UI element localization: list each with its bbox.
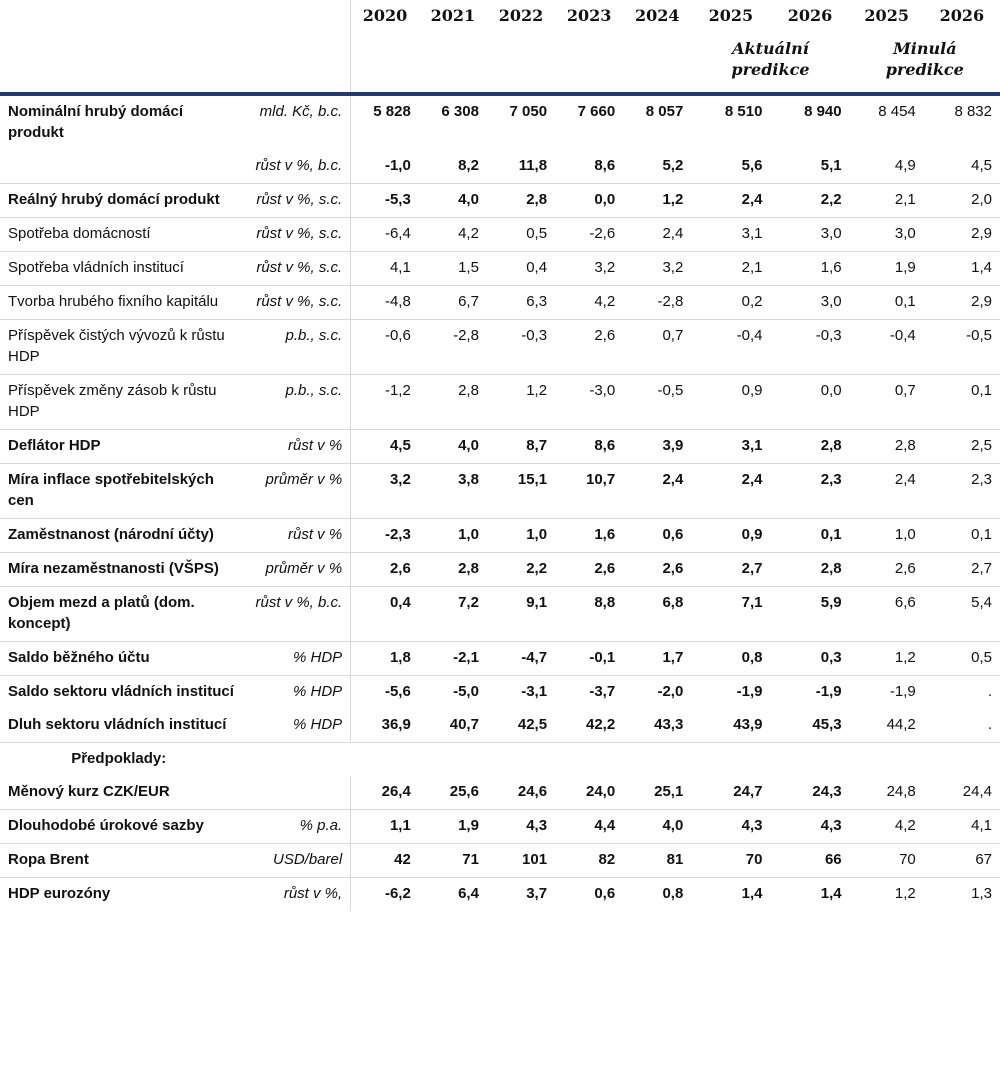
value-cell: 81 bbox=[623, 844, 691, 878]
value-cell: 43,3 bbox=[654, 716, 684, 733]
value-cell: 2,9 bbox=[924, 286, 1000, 320]
row-label: Nominální hrubý domácí produkt bbox=[8, 103, 184, 141]
value-cell: 0,1 bbox=[770, 519, 849, 553]
value-cell: 8,2 bbox=[458, 157, 479, 174]
value-cell: . bbox=[924, 676, 1000, 710]
row-label: Dluh sektoru vládních institucí bbox=[8, 716, 227, 733]
value-cell: -2,8 bbox=[623, 286, 691, 320]
row-unit: růst v %, s.c. bbox=[245, 286, 350, 320]
value-cell: -1,9 bbox=[850, 676, 924, 710]
value-cell: 1,9 bbox=[850, 252, 924, 286]
row-label: Zaměstnanost (národní účty) bbox=[0, 519, 245, 553]
value-cell: 67 bbox=[924, 844, 1000, 878]
value-cell: 4,1 bbox=[924, 810, 1000, 844]
row-unit: % HDP bbox=[245, 642, 350, 676]
value-cell: 15,1 bbox=[487, 464, 555, 519]
value-cell: 1,8 bbox=[351, 642, 419, 676]
value-cell: 0,6 bbox=[555, 878, 623, 912]
value-cell: 42,5 bbox=[517, 716, 548, 733]
value-cell: 7 660 bbox=[577, 103, 616, 120]
table-row bbox=[0, 810, 1000, 844]
value-cell: 0,1 bbox=[850, 286, 924, 320]
value-cell: 0,5 bbox=[924, 642, 1000, 676]
value-cell: 5 828 bbox=[351, 94, 419, 150]
value-cell: 4,4 bbox=[555, 810, 623, 844]
value-cell: 2,8 bbox=[850, 430, 924, 464]
value-cell: 24,3 bbox=[812, 783, 842, 800]
value-cell: 0,5 bbox=[487, 218, 555, 252]
value-cell: 1,4 bbox=[770, 878, 849, 912]
value-cell: 101 bbox=[487, 844, 555, 878]
section-label: Předpoklady: bbox=[0, 743, 245, 777]
previous-prediction-label: Minulá predikce bbox=[885, 39, 964, 79]
value-cell: 4,1 bbox=[351, 252, 419, 286]
value-cell: 0,8 bbox=[691, 642, 770, 676]
value-cell: 3,2 bbox=[351, 464, 419, 519]
value-cell: -0,3 bbox=[770, 320, 849, 375]
year-header: 2026 bbox=[939, 6, 985, 25]
row-unit: p.b., s.c. bbox=[245, 375, 350, 430]
value-cell: -3,1 bbox=[487, 676, 555, 710]
value-cell: 8,7 bbox=[487, 430, 555, 464]
row-label: Deflátor HDP bbox=[0, 430, 245, 464]
value-cell: 0,2 bbox=[691, 286, 770, 320]
value-cell: 2,6 bbox=[351, 553, 419, 587]
value-cell: 2,6 bbox=[623, 553, 691, 587]
value-cell: -0,4 bbox=[691, 320, 770, 375]
value-cell: 1,6 bbox=[770, 252, 849, 286]
value-cell: -5,6 bbox=[351, 676, 419, 710]
row-label: Míra inflace spotřebitelských cen bbox=[0, 464, 245, 519]
value-cell: -6,4 bbox=[351, 218, 419, 252]
value-cell: 3,7 bbox=[487, 878, 555, 912]
value-cell: -2,1 bbox=[419, 642, 487, 676]
value-cell: 7,2 bbox=[419, 587, 487, 642]
value-cell: 3,8 bbox=[419, 464, 487, 519]
value-cell: 8,6 bbox=[555, 430, 623, 464]
value-cell: 0,7 bbox=[850, 375, 924, 430]
value-cell: 4,5 bbox=[351, 430, 419, 464]
value-cell: 3,1 bbox=[691, 218, 770, 252]
value-cell: 0,8 bbox=[623, 878, 691, 912]
value-cell: 1,2 bbox=[623, 184, 691, 218]
value-cell: 24,8 bbox=[886, 783, 916, 800]
value-cell: 2,8 bbox=[770, 553, 849, 587]
value-cell: 0,6 bbox=[623, 519, 691, 553]
value-cell: 4,2 bbox=[419, 218, 487, 252]
row-label: Tvorba hrubého fixního kapitálu bbox=[0, 286, 245, 320]
value-cell: 40,7 bbox=[449, 716, 479, 733]
value-cell: 0,9 bbox=[691, 375, 770, 430]
value-cell: -0,1 bbox=[555, 642, 623, 676]
current-prediction-label: Aktuální predikce bbox=[731, 39, 810, 79]
table-header bbox=[0, 0, 1000, 94]
row-unit: mld. Kč, b.c. bbox=[259, 103, 343, 120]
value-cell: 8,6 bbox=[594, 157, 616, 174]
value-cell: -0,5 bbox=[623, 375, 691, 430]
row-label: Příspěvek změny zásob k růstu HDP bbox=[0, 375, 245, 430]
value-cell: 42 bbox=[351, 844, 419, 878]
value-cell: 1,2 bbox=[850, 642, 924, 676]
value-cell: 25,6 bbox=[449, 783, 479, 800]
value-cell: 0,3 bbox=[770, 642, 849, 676]
year-header: 2025 bbox=[864, 6, 909, 25]
value-cell: 1,3 bbox=[924, 878, 1000, 912]
value-cell: 8 510 bbox=[724, 103, 763, 120]
value-cell: 3,0 bbox=[770, 286, 849, 320]
value-cell: -0,6 bbox=[351, 320, 419, 375]
value-cell: 3,1 bbox=[691, 430, 770, 464]
value-cell: 9,1 bbox=[487, 587, 555, 642]
value-cell: -1,2 bbox=[351, 375, 419, 430]
value-cell: 2,6 bbox=[555, 320, 623, 375]
row-unit: růst v %, b.c. bbox=[245, 587, 350, 642]
value-cell: . bbox=[987, 716, 992, 733]
value-cell: -4,8 bbox=[351, 286, 419, 320]
value-cell: 2,3 bbox=[924, 464, 1000, 519]
value-cell: 4,2 bbox=[850, 810, 924, 844]
table-row bbox=[0, 642, 1000, 676]
value-cell: 2,6 bbox=[555, 553, 623, 587]
value-cell: -5,0 bbox=[419, 676, 487, 710]
value-cell: -0,3 bbox=[487, 320, 555, 375]
value-cell: 7 050 bbox=[509, 103, 548, 120]
value-cell: 1,0 bbox=[419, 519, 487, 553]
table-row bbox=[0, 676, 1000, 710]
table-row bbox=[0, 375, 1000, 430]
table-row bbox=[0, 320, 1000, 375]
value-cell: 26,4 bbox=[351, 776, 419, 810]
value-cell: 3,9 bbox=[623, 430, 691, 464]
value-cell: -0,4 bbox=[850, 320, 924, 375]
value-cell: 1,4 bbox=[924, 252, 1000, 286]
value-cell: 8,8 bbox=[555, 587, 623, 642]
value-cell: 1,9 bbox=[419, 810, 487, 844]
table-row bbox=[0, 150, 1000, 184]
row-unit: růst v %, b.c. bbox=[255, 157, 343, 174]
row-unit: růst v %, s.c. bbox=[245, 252, 350, 286]
value-cell: 1,0 bbox=[850, 519, 924, 553]
row-unit: USD/barel bbox=[245, 844, 350, 878]
value-cell: 6,4 bbox=[419, 878, 487, 912]
value-cell: -1,9 bbox=[770, 676, 849, 710]
value-cell: 8 057 bbox=[645, 103, 684, 120]
value-cell: 4,3 bbox=[770, 810, 849, 844]
row-label: Dlouhodobé úrokové sazby bbox=[0, 810, 245, 844]
row-label: Reálný hrubý domácí produkt bbox=[0, 184, 245, 218]
table-row bbox=[0, 743, 1000, 777]
value-cell: 4,0 bbox=[419, 430, 487, 464]
row-label: Spotřeba vládních institucí bbox=[0, 252, 245, 286]
value-cell: -6,2 bbox=[351, 878, 419, 912]
value-cell: 0,9 bbox=[691, 519, 770, 553]
table-row bbox=[0, 587, 1000, 642]
table-body bbox=[0, 94, 1000, 911]
value-cell: 45,3 bbox=[812, 716, 842, 733]
row-label: Saldo sektoru vládních institucí bbox=[0, 676, 245, 710]
year-header: 2021 bbox=[430, 6, 476, 25]
value-cell: 0,4 bbox=[487, 252, 555, 286]
value-cell: 4,0 bbox=[623, 810, 691, 844]
value-cell: 2,8 bbox=[487, 184, 555, 218]
value-cell: 4,0 bbox=[419, 184, 487, 218]
row-label: Ropa Brent bbox=[0, 844, 245, 878]
value-cell: 44,2 bbox=[886, 716, 916, 733]
value-cell: -2,3 bbox=[351, 519, 419, 553]
value-cell: 6,8 bbox=[623, 587, 691, 642]
value-cell: 2,4 bbox=[691, 464, 770, 519]
value-cell: 1,1 bbox=[351, 810, 419, 844]
value-cell: -4,7 bbox=[487, 642, 555, 676]
value-cell: 4,3 bbox=[691, 810, 770, 844]
value-cell: 2,8 bbox=[419, 553, 487, 587]
row-unit: růst v % bbox=[245, 519, 350, 553]
value-cell: -1,0 bbox=[351, 150, 419, 184]
value-cell: 3,2 bbox=[623, 252, 691, 286]
value-cell: 0,1 bbox=[924, 375, 1000, 430]
value-cell: 8 940 bbox=[804, 103, 842, 120]
value-cell: 24,7 bbox=[733, 783, 763, 800]
table-row bbox=[0, 252, 1000, 286]
header-blank-name bbox=[0, 0, 245, 33]
year-header: 2024 bbox=[634, 6, 680, 25]
table-row bbox=[0, 709, 1000, 743]
value-cell: 0,0 bbox=[555, 184, 623, 218]
value-cell: 42,2 bbox=[585, 716, 616, 733]
row-label: Saldo běžného účtu bbox=[0, 642, 245, 676]
row-label bbox=[0, 150, 245, 184]
value-cell: 2,5 bbox=[924, 430, 1000, 464]
value-cell: 2,1 bbox=[691, 252, 770, 286]
value-cell: -2,0 bbox=[623, 676, 691, 710]
table-row bbox=[0, 218, 1000, 252]
table-row bbox=[0, 553, 1000, 587]
prediction-header-row bbox=[0, 33, 1000, 94]
value-cell: -3,7 bbox=[555, 676, 623, 710]
value-cell: -1,9 bbox=[691, 676, 770, 710]
value-cell: 0,0 bbox=[770, 375, 849, 430]
value-cell: 6,3 bbox=[487, 286, 555, 320]
table-row bbox=[0, 184, 1000, 218]
value-cell: 71 bbox=[419, 844, 487, 878]
value-cell: -5,3 bbox=[351, 184, 419, 218]
value-cell: 5,2 bbox=[662, 157, 684, 174]
row-label: HDP eurozóny bbox=[0, 878, 245, 912]
value-cell: 2,7 bbox=[924, 553, 1000, 587]
row-unit: růst v %, s.c. bbox=[245, 218, 350, 252]
value-cell: 36,9 bbox=[351, 709, 419, 743]
value-cell: 4,2 bbox=[555, 286, 623, 320]
value-cell: 10,7 bbox=[555, 464, 623, 519]
value-cell: 25,1 bbox=[654, 783, 684, 800]
value-cell: 5,4 bbox=[924, 587, 1000, 642]
value-cell: 0,7 bbox=[623, 320, 691, 375]
value-cell: 4,5 bbox=[971, 157, 992, 174]
value-cell: 70 bbox=[850, 844, 924, 878]
value-cell: 5,6 bbox=[741, 157, 763, 174]
value-cell: 8 454 bbox=[878, 103, 916, 120]
value-cell: 4,3 bbox=[487, 810, 555, 844]
row-label: Měnový kurz CZK/EUR bbox=[8, 783, 170, 800]
value-cell: 6,6 bbox=[850, 587, 924, 642]
row-unit bbox=[245, 776, 350, 810]
value-cell: 1,4 bbox=[691, 878, 770, 912]
row-unit: průměr v % bbox=[245, 464, 350, 519]
table-row bbox=[0, 878, 1000, 912]
value-cell: 2,3 bbox=[770, 464, 849, 519]
value-cell: 3,2 bbox=[555, 252, 623, 286]
value-cell: 1,0 bbox=[487, 519, 555, 553]
table-row bbox=[0, 430, 1000, 464]
year-header: 2023 bbox=[566, 6, 612, 25]
value-cell: 2,9 bbox=[924, 218, 1000, 252]
value-cell: 0,1 bbox=[924, 519, 1000, 553]
value-cell: 70 bbox=[691, 844, 770, 878]
value-cell: 1,2 bbox=[487, 375, 555, 430]
value-cell: 1,6 bbox=[555, 519, 623, 553]
value-cell: 2,4 bbox=[850, 464, 924, 519]
value-cell: 66 bbox=[770, 844, 849, 878]
value-cell: 2,7 bbox=[691, 553, 770, 587]
value-cell: -2,8 bbox=[419, 320, 487, 375]
table-row bbox=[0, 519, 1000, 553]
table-row bbox=[0, 844, 1000, 878]
value-cell: 7,1 bbox=[691, 587, 770, 642]
value-cell: 24,4 bbox=[962, 783, 992, 800]
value-cell: 2,2 bbox=[770, 184, 849, 218]
value-cell: 2,0 bbox=[924, 184, 1000, 218]
year-header: 2022 bbox=[498, 6, 544, 25]
row-unit: růst v %, s.c. bbox=[245, 184, 350, 218]
value-cell: 2,8 bbox=[770, 430, 849, 464]
value-cell: 2,6 bbox=[850, 553, 924, 587]
value-cell: 2,4 bbox=[623, 218, 691, 252]
year-header: 2026 bbox=[787, 6, 833, 25]
value-cell: 82 bbox=[555, 844, 623, 878]
row-unit: růst v %, bbox=[245, 878, 350, 912]
table-row bbox=[0, 776, 1000, 810]
value-cell: 4,9 bbox=[894, 157, 916, 174]
value-cell: 2,8 bbox=[419, 375, 487, 430]
row-unit: růst v % bbox=[245, 430, 350, 464]
value-cell: 5,9 bbox=[770, 587, 849, 642]
value-cell: 43,9 bbox=[733, 716, 763, 733]
value-cell: 3,0 bbox=[850, 218, 924, 252]
table-row bbox=[0, 286, 1000, 320]
value-cell: 3,0 bbox=[770, 218, 849, 252]
year-header: 2020 bbox=[351, 0, 419, 33]
table-row bbox=[0, 94, 1000, 150]
value-cell: -2,6 bbox=[555, 218, 623, 252]
value-cell: -0,5 bbox=[924, 320, 1000, 375]
value-cell: 1,5 bbox=[419, 252, 487, 286]
row-unit: % p.a. bbox=[245, 810, 350, 844]
value-cell: 8 832 bbox=[954, 103, 992, 120]
year-header: 2025 bbox=[708, 6, 754, 25]
row-label: Objem mezd a platů (dom. koncept) bbox=[0, 587, 245, 642]
row-label: Míra nezaměstnanosti (VŠPS) bbox=[0, 553, 245, 587]
value-cell: 5,1 bbox=[820, 157, 842, 174]
row-unit: průměr v % bbox=[245, 553, 350, 587]
row-label: Spotřeba domácností bbox=[0, 218, 245, 252]
row-unit: % HDP bbox=[293, 716, 343, 733]
value-cell: 11,8 bbox=[518, 157, 548, 174]
value-cell: 6,7 bbox=[419, 286, 487, 320]
row-unit: % HDP bbox=[245, 676, 350, 710]
value-cell: 1,7 bbox=[623, 642, 691, 676]
value-cell: 2,2 bbox=[487, 553, 555, 587]
year-header-row bbox=[0, 0, 1000, 33]
value-cell: 2,1 bbox=[850, 184, 924, 218]
table-row bbox=[0, 464, 1000, 519]
header-blank-unit bbox=[245, 0, 350, 33]
value-cell: 2,4 bbox=[623, 464, 691, 519]
value-cell: 24,6 bbox=[517, 783, 548, 800]
value-cell: 6 308 bbox=[441, 103, 479, 120]
value-cell: 0,4 bbox=[351, 587, 419, 642]
row-label: Příspěvek čistých vývozů k růstu HDP bbox=[0, 320, 245, 375]
value-cell: 1,2 bbox=[850, 878, 924, 912]
row-unit: p.b., s.c. bbox=[245, 320, 350, 375]
value-cell: 2,4 bbox=[691, 184, 770, 218]
value-cell: 24,0 bbox=[585, 783, 616, 800]
value-cell: -3,0 bbox=[555, 375, 623, 430]
